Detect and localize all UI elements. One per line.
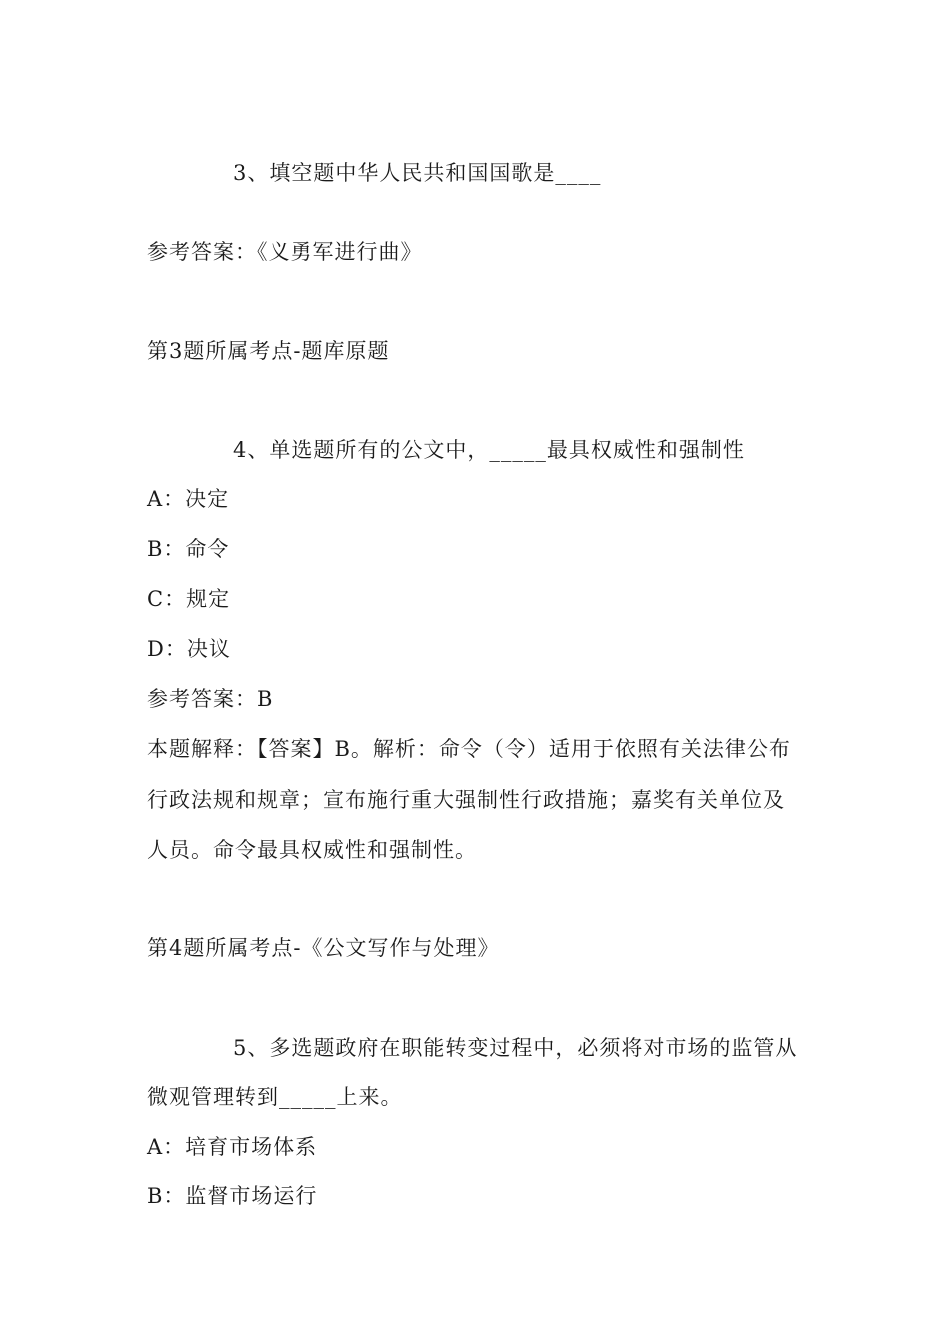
question-4-answer: 参考答案：B [147, 687, 274, 711]
question-4-explanation-line: 本题解释：【答案】B。解析：命令（令）适用于依照有关法律公布 [147, 737, 791, 761]
question-5-option-b: B：监督市场运行 [147, 1184, 318, 1208]
question-4-option-c: C：规定 [147, 587, 231, 611]
question-4-option-d: D：决议 [147, 637, 231, 661]
question-3-answer: 参考答案：《义勇军进行曲》 [147, 240, 423, 264]
question-5-stem-line: 5、多选题政府在职能转变过程中，必须将对市场的监管从 [233, 1036, 798, 1060]
question-4-option-b: B：命令 [147, 537, 230, 561]
question-3-stem: 3、填空题中华人民共和国国歌是____ [233, 161, 602, 185]
question-4-explanation-line: 行政法规和规章；宣布施行重大强制性行政措施；嘉奖有关单位及 [147, 788, 785, 812]
question-4-explanation-line: 人员。命令最具权威性和强制性。 [147, 838, 477, 862]
question-3-point: 第3题所属考点-题库原题 [147, 339, 390, 363]
question-5-option-a: A：培育市场体系 [147, 1135, 318, 1159]
question-4-stem: 4、单选题所有的公文中，_____最具权威性和强制性 [233, 438, 745, 462]
question-5-stem-line: 微观管理转到_____上来。 [147, 1085, 403, 1109]
question-4-option-a: A：决定 [147, 487, 230, 511]
question-4-point: 第4题所属考点-《公文写作与处理》 [147, 936, 500, 960]
